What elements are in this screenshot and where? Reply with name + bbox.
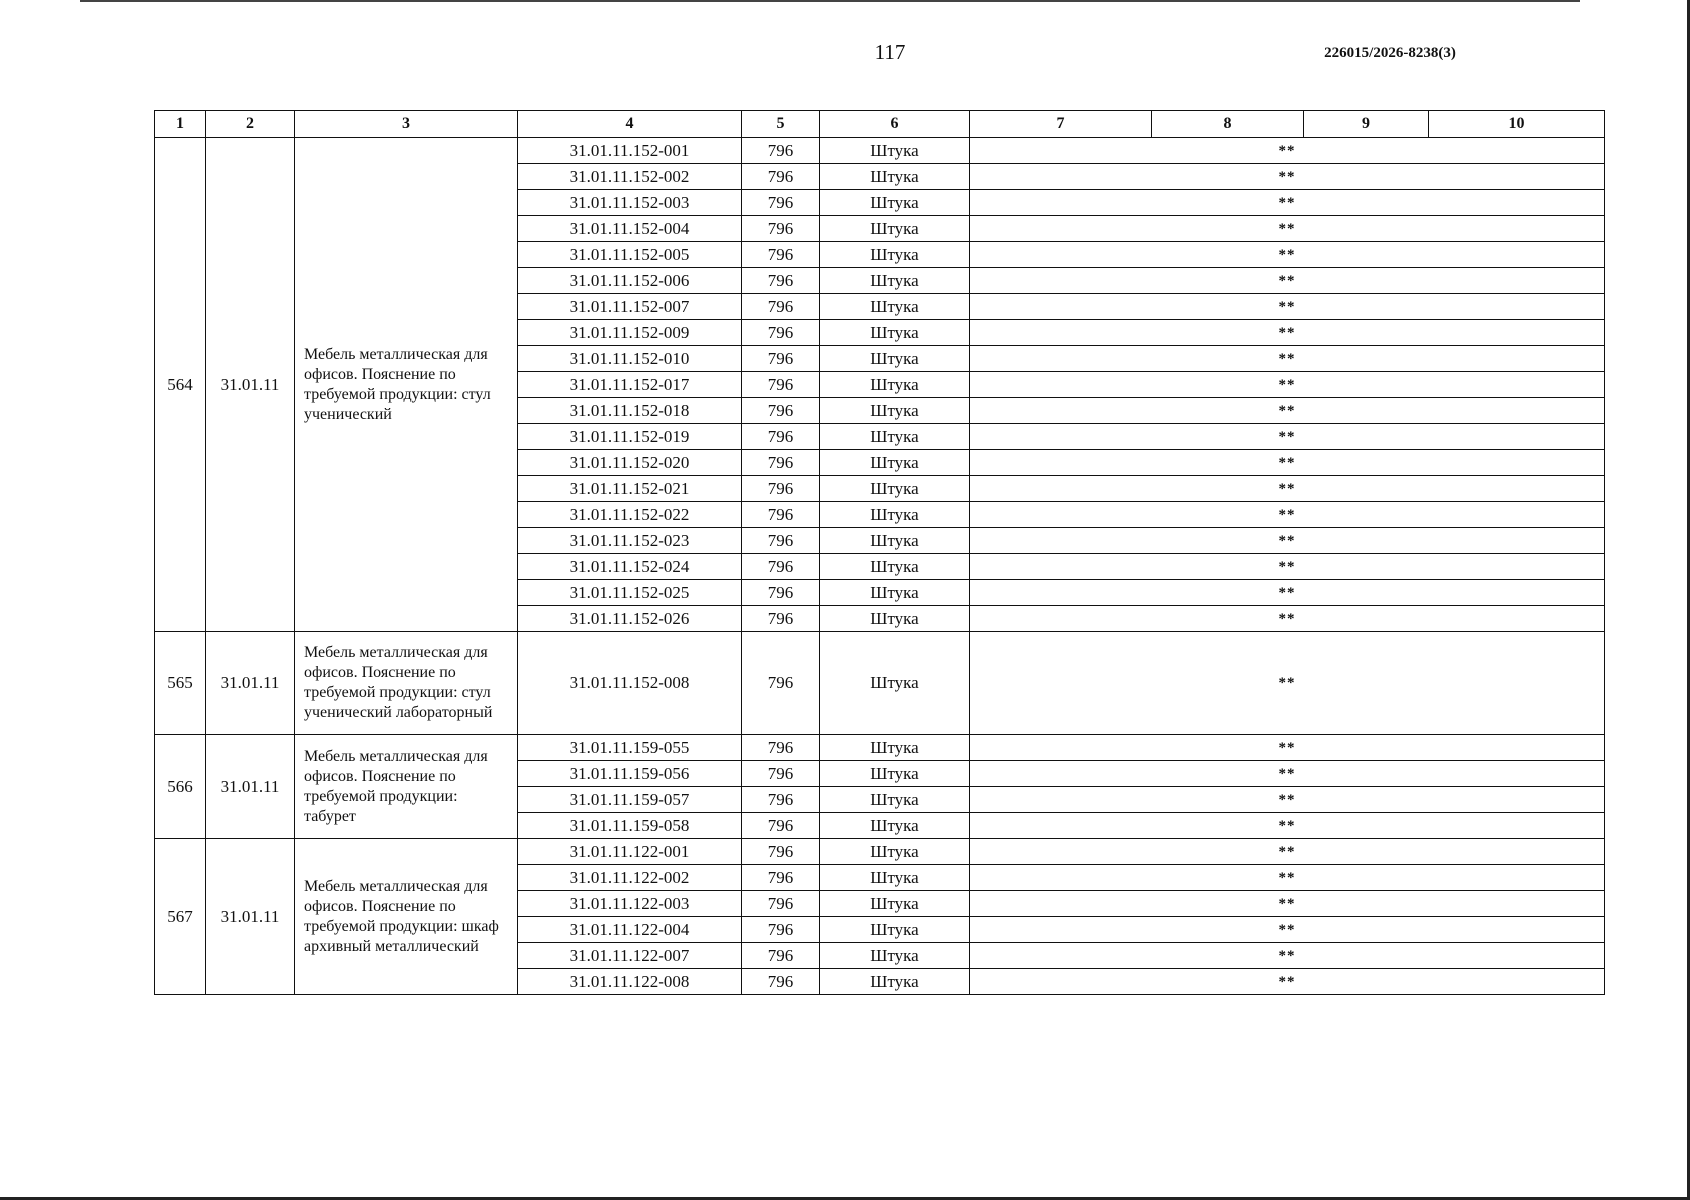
ktru-code: 31.01.11.152-026	[518, 606, 742, 632]
okei-code: 796	[742, 138, 820, 164]
ktru-code: 31.01.11.152-006	[518, 268, 742, 294]
ktru-code: 31.01.11.152-017	[518, 372, 742, 398]
scan-border-top	[80, 0, 1580, 2]
unit-name: Штука	[820, 138, 970, 164]
ktru-code: 31.01.11.152-003	[518, 190, 742, 216]
ktru-code: 31.01.11.152-008	[518, 632, 742, 735]
okei-code: 796	[742, 424, 820, 450]
ktru-code: 31.01.11.152-002	[518, 164, 742, 190]
unit-name: Штука	[820, 450, 970, 476]
ktru-code: 31.01.11.152-019	[518, 424, 742, 450]
merged-value-cell: **	[970, 580, 1605, 606]
okei-code: 796	[742, 813, 820, 839]
unit-name: Штука	[820, 398, 970, 424]
okei-code: 796	[742, 294, 820, 320]
okpd-code: 31.01.11	[206, 632, 295, 735]
okei-code: 796	[742, 839, 820, 865]
unit-name: Штука	[820, 346, 970, 372]
okei-code: 796	[742, 346, 820, 372]
okei-code: 796	[742, 216, 820, 242]
okei-code: 796	[742, 917, 820, 943]
okei-code: 796	[742, 268, 820, 294]
unit-name: Штука	[820, 865, 970, 891]
unit-name: Штука	[820, 294, 970, 320]
ktru-code: 31.01.11.122-008	[518, 969, 742, 995]
okei-code: 796	[742, 891, 820, 917]
merged-value-cell: **	[970, 190, 1605, 216]
table-row	[155, 839, 1605, 865]
okei-code: 796	[742, 735, 820, 761]
merged-value-cell: **	[970, 606, 1605, 632]
ktru-code: 31.01.11.159-057	[518, 787, 742, 813]
unit-name: Штука	[820, 891, 970, 917]
ktru-code: 31.01.11.122-001	[518, 839, 742, 865]
unit-name: Штука	[820, 632, 970, 735]
merged-value-cell: **	[970, 424, 1605, 450]
ktru-code: 31.01.11.152-004	[518, 216, 742, 242]
merged-value-cell: **	[970, 865, 1605, 891]
unit-name: Штука	[820, 813, 970, 839]
ktru-code: 31.01.11.152-021	[518, 476, 742, 502]
merged-value-cell: **	[970, 735, 1605, 761]
page-number: 117	[874, 40, 906, 64]
product-description: Мебель металлическая для офисов. Пояснение по требуемой продукции: табурет	[295, 735, 518, 839]
unit-name: Штука	[820, 839, 970, 865]
table-body	[155, 138, 1605, 995]
ktru-code: 31.01.11.122-007	[518, 943, 742, 969]
merged-value-cell: **	[970, 943, 1605, 969]
okei-code: 796	[742, 398, 820, 424]
unit-name: Штука	[820, 164, 970, 190]
unit-name: Штука	[820, 528, 970, 554]
product-description: Мебель металлическая для офисов. Пояснение по требуемой продукции: стул ученический	[295, 138, 518, 632]
merged-value-cell: **	[970, 476, 1605, 502]
merged-value-cell: **	[970, 787, 1605, 813]
ktru-code: 31.01.11.152-009	[518, 320, 742, 346]
col-header-10: 10	[1429, 111, 1605, 138]
products-table	[154, 110, 1605, 995]
merged-value-cell: **	[970, 761, 1605, 787]
ktru-code: 31.01.11.122-002	[518, 865, 742, 891]
unit-name: Штука	[820, 476, 970, 502]
okei-code: 796	[742, 372, 820, 398]
merged-value-cell: **	[970, 450, 1605, 476]
merged-value-cell: **	[970, 632, 1605, 735]
merged-value-cell: **	[970, 502, 1605, 528]
table-row	[155, 138, 1605, 164]
col-header-5: 5	[742, 111, 820, 138]
unit-name: Штука	[820, 761, 970, 787]
unit-name: Штука	[820, 917, 970, 943]
col-header-6: 6	[820, 111, 970, 138]
ktru-code: 31.01.11.122-004	[518, 917, 742, 943]
unit-name: Штука	[820, 943, 970, 969]
col-header-9: 9	[1304, 111, 1429, 138]
ktru-code: 31.01.11.152-001	[518, 138, 742, 164]
okei-code: 796	[742, 190, 820, 216]
okei-code: 796	[742, 450, 820, 476]
okei-code: 796	[742, 632, 820, 735]
okei-code: 796	[742, 164, 820, 190]
col-header-3: 3	[295, 111, 518, 138]
okei-code: 796	[742, 787, 820, 813]
unit-name: Штука	[820, 580, 970, 606]
ktru-code: 31.01.11.152-025	[518, 580, 742, 606]
product-description: Мебель металлическая для офисов. Пояснение по требуемой продукции: стул ученический лабораторный	[295, 632, 518, 735]
merged-value-cell: **	[970, 268, 1605, 294]
merged-value-cell: **	[970, 554, 1605, 580]
okei-code: 796	[742, 969, 820, 995]
col-header-2: 2	[206, 111, 295, 138]
unit-name: Штука	[820, 424, 970, 450]
col-header-4: 4	[518, 111, 742, 138]
table-row	[155, 632, 1605, 735]
okei-code: 796	[742, 528, 820, 554]
okpd-code: 31.01.11	[206, 735, 295, 839]
okpd-code: 31.01.11	[206, 839, 295, 995]
ktru-code: 31.01.11.122-003	[518, 891, 742, 917]
unit-name: Штука	[820, 268, 970, 294]
unit-name: Штука	[820, 190, 970, 216]
unit-name: Штука	[820, 606, 970, 632]
okei-code: 796	[742, 502, 820, 528]
okei-code: 796	[742, 320, 820, 346]
unit-name: Штука	[820, 502, 970, 528]
merged-value-cell: **	[970, 969, 1605, 995]
okei-code: 796	[742, 865, 820, 891]
ktru-code: 31.01.11.152-007	[518, 294, 742, 320]
ktru-code: 31.01.11.152-022	[518, 502, 742, 528]
col-header-8: 8	[1152, 111, 1304, 138]
okei-code: 796	[742, 580, 820, 606]
merged-value-cell: **	[970, 917, 1605, 943]
merged-value-cell: **	[970, 398, 1605, 424]
merged-value-cell: **	[970, 528, 1605, 554]
merged-value-cell: **	[970, 242, 1605, 268]
unit-name: Штука	[820, 242, 970, 268]
okei-code: 796	[742, 943, 820, 969]
document-code: 226015/2026-8238(3)	[1324, 45, 1456, 61]
row-number: 565	[155, 632, 206, 735]
merged-value-cell: **	[970, 346, 1605, 372]
col-header-1: 1	[155, 111, 206, 138]
merged-value-cell: **	[970, 372, 1605, 398]
ktru-code: 31.01.11.152-023	[518, 528, 742, 554]
ktru-code: 31.01.11.152-024	[518, 554, 742, 580]
merged-value-cell: **	[970, 891, 1605, 917]
merged-value-cell: **	[970, 216, 1605, 242]
merged-value-cell: **	[970, 839, 1605, 865]
product-description: Мебель металлическая для офисов. Пояснение по требуемой продукции: шкаф архивный металлический	[295, 839, 518, 995]
okei-code: 796	[742, 242, 820, 268]
merged-value-cell: **	[970, 294, 1605, 320]
merged-value-cell: **	[970, 320, 1605, 346]
okei-code: 796	[742, 554, 820, 580]
unit-name: Штука	[820, 735, 970, 761]
ktru-code: 31.01.11.159-058	[518, 813, 742, 839]
unit-name: Штука	[820, 554, 970, 580]
row-number: 567	[155, 839, 206, 995]
table-row	[155, 735, 1605, 761]
unit-name: Штука	[820, 372, 970, 398]
okei-code: 796	[742, 606, 820, 632]
merged-value-cell: **	[970, 813, 1605, 839]
header-row	[155, 111, 1605, 138]
col-header-7: 7	[970, 111, 1152, 138]
unit-name: Штука	[820, 969, 970, 995]
ktru-code: 31.01.11.152-018	[518, 398, 742, 424]
unit-name: Штука	[820, 216, 970, 242]
row-number: 564	[155, 138, 206, 632]
unit-name: Штука	[820, 320, 970, 346]
ktru-code: 31.01.11.159-055	[518, 735, 742, 761]
okpd-code: 31.01.11	[206, 138, 295, 632]
ktru-code: 31.01.11.152-020	[518, 450, 742, 476]
unit-name: Штука	[820, 787, 970, 813]
merged-value-cell: **	[970, 138, 1605, 164]
ktru-code: 31.01.11.152-005	[518, 242, 742, 268]
ktru-code: 31.01.11.159-056	[518, 761, 742, 787]
okei-code: 796	[742, 761, 820, 787]
merged-value-cell: **	[970, 164, 1605, 190]
ktru-code: 31.01.11.152-010	[518, 346, 742, 372]
row-number: 566	[155, 735, 206, 839]
okei-code: 796	[742, 476, 820, 502]
